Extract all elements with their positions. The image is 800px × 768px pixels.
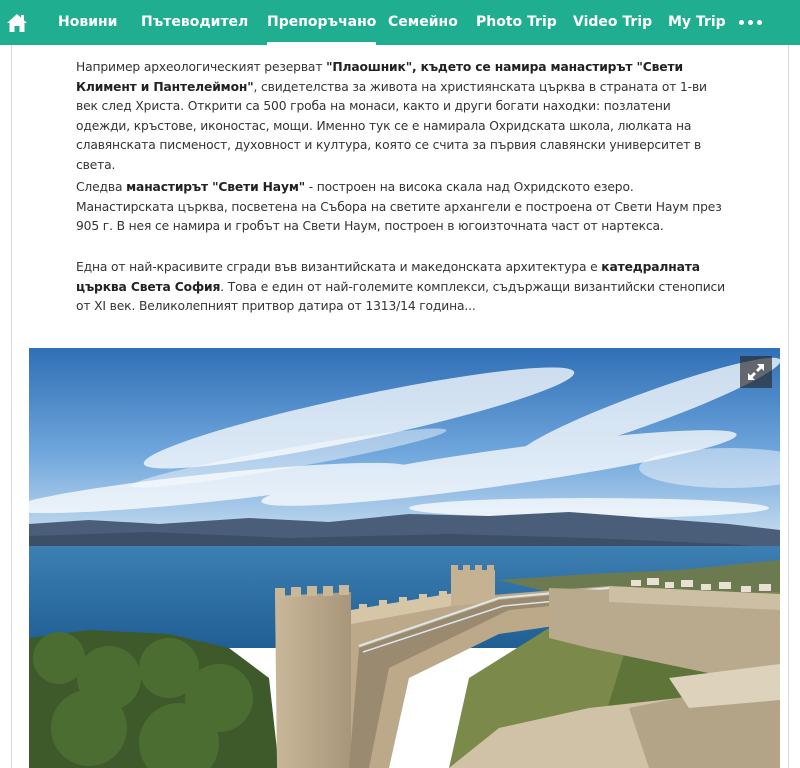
nav-item-guide[interactable]: Пътеводител xyxy=(141,14,249,30)
home-icon xyxy=(6,13,28,33)
more-menu-button[interactable] xyxy=(739,0,762,45)
nav-item-family[interactable]: Семейно xyxy=(388,14,458,30)
more-dots-icon xyxy=(739,20,744,25)
nav-item-photo-trip[interactable]: Photo Trip xyxy=(476,14,557,30)
fortress-lake-photo[interactable] xyxy=(29,348,780,768)
content-right-border xyxy=(788,45,789,768)
nav-item-my-trip[interactable]: My Trip xyxy=(668,14,726,30)
top-navigation xyxy=(0,0,800,45)
paragraph-sveta-sofia: Една от най-красивите сгради във византийската и македонската архитектура е катедралната църква Света София. Това е един от най-големите комплекси, съдържащи византийски стенописи от XI век. Великолепният притвор датира от 1313/14 година... xyxy=(76,260,726,313)
paragraph-plaoshnik: Например археологическият резерват "Плаошник", където се намира манастирът "Свети Климент и Пантелеймон", свидетелства за живота на християнската църква в страната от 1-ви век след Христа. Открити са 500 гроба на монаси, както и други богати находки: позлатени одежди, кръстове, иконостас, мощи. Именно тук се е намирала Охридската школа, люлката на славянската писменост, духовност и култура, която се счита за първия славянски университет в света. xyxy=(76,60,707,172)
content-left-border xyxy=(11,45,12,768)
fullscreen-button[interactable] xyxy=(740,356,772,388)
paragraph-sveti-naum: Следва манастирът "Свети Наум" - построен на висока скала над Охридското езеро. Манастирската църква, посветена на Събора на светите архангели е построена от Свети Наум през 905 г. В нея се намира и гробът на Свети Наум, построен в югоизточната част от нартекса. xyxy=(76,180,722,233)
home-button[interactable] xyxy=(1,0,32,45)
nav-item-video-trip[interactable]: Video Trip xyxy=(573,14,653,30)
expand-arrows-icon xyxy=(746,362,766,382)
nav-item-news[interactable]: Новини xyxy=(58,14,118,30)
nav-item-recommended[interactable]: Препоръчано xyxy=(267,0,376,45)
